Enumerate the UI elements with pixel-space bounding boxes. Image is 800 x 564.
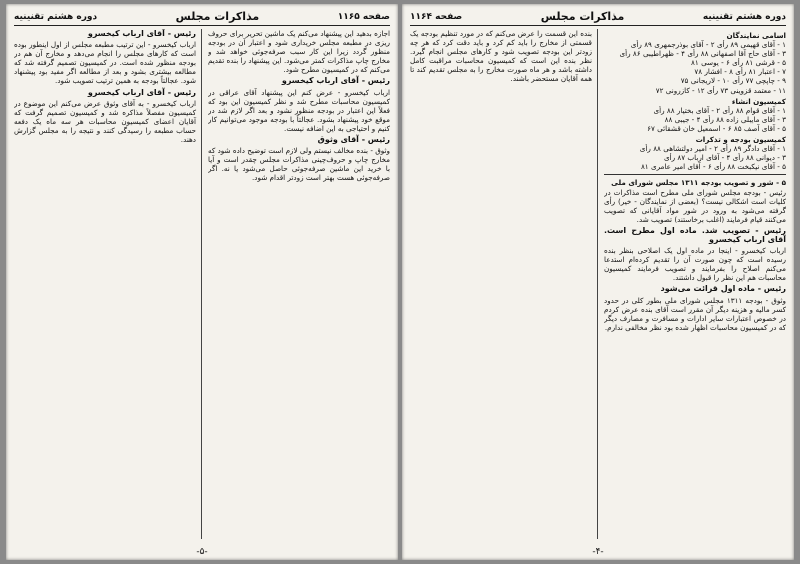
list-item: ۱ - آقای قوام ۸۸ رأی ۲ - آقای بختیار ۸۸ رأی	[653, 105, 786, 115]
columns	[14, 29, 390, 539]
paragraph: ارباب کیخسرو - اینجا در ماده اول یک اصلاحی بنظر بنده رسیده است که چون صورت آن را تقدیم کرده‌ام استدعا می‌کنم اصلاح را بفرمایند و تصویب فرمایند کمیسیون محاسبات هم این نظر را قبول داشتند.	[604, 246, 786, 283]
paragraph: ارباب کیخسرو - به آقای وثوق عرض می‌کنم این موضوع در کمیسیون مفصلاً مذاکره شد و کمیسیون تصمیم گرفت که آقایان اعضای کمیسیون محاسبات هر سه ماه یک دفعه حساب مطبعه را رسیدگی کنند و نتیجه را به مجلس گزارش دهند.	[14, 98, 196, 145]
list-item: ۵ - قرشی ۸۱ رأی ۶ - یوسی ۸۱	[691, 58, 786, 68]
volume-label: دوره هشتم تقنینیه	[702, 11, 786, 22]
columns	[410, 29, 786, 539]
commission-list	[604, 144, 786, 171]
paragraph: رئیس - بودجه مجلس شورای ملی مطرح است مذاکرات در کلیات است اشکالی نیست؟ (بعضی از نمایندگان - خیر) رأی گرفته می‌شود به ورود در شور مواد آقایانی که تصویب می‌کنند قیام فرمایند (اغلب برخاستند) تصویب شد.	[604, 187, 786, 224]
section-heading: ۵ - شور و تصویب بودجه ۱۳۱۱ مجلس شورای ملی	[611, 178, 786, 188]
right-page	[402, 4, 794, 560]
list-item: ۳ - دیوانی ۸۸ رأی ۴ - آقای ارباب ۸۷ رأی	[663, 153, 786, 163]
speaker-line: رئیس - تصویب شد. ماده اول مطرح است. آقای ارباب کیخسرو	[604, 225, 786, 244]
speaker-line: رئیس - ماده اول قرائت می‌شود	[660, 284, 786, 294]
paragraph: وثوق - بودجه ۱۳۱۱ مجلس شورای ملی بطور کلی در حدود کسر مالیه و هزینه دیگر آن مقرر است آقای بنده عرض کردم در خصوص اعتبارات سایر ادارات و مسافرت و مصارف دیگر که در کمیسیون محاسبات اظهار شده بود نظر مخالفی ندارم.	[604, 295, 786, 332]
column-left	[14, 29, 202, 539]
page-title: مذاکرات مجلس	[540, 10, 625, 23]
list-item: ۹ - چاپچی ۷۷ رأی ۱۰ - لاریجانی ۷۵	[680, 76, 786, 86]
member-list	[604, 40, 786, 95]
speaker-line: رئیس - آقای ارباب کیخسرو	[87, 87, 196, 97]
page-header	[14, 10, 390, 26]
list-item: ۵ - آقای آصف ۸۵ ۶ - اسمعیل خان قشقائی ۶۷	[647, 123, 786, 133]
column-left	[410, 29, 598, 539]
page-number: صفحه ۱۱۶۴	[410, 11, 463, 22]
page-header	[410, 10, 786, 26]
page-footer: -۵-	[196, 547, 208, 557]
commission-title: کمیسیون انشاء	[731, 96, 786, 106]
list-item: ۷ - اعتبار ۸۱ رأی ۸ - افشار ۷۸	[694, 67, 786, 77]
list-item: ۳ - آقای حاج آقا اصفهانی ۸۸ رأی ۴ - ظهراطیبی ۸۶ رأی	[619, 49, 786, 59]
book-spread	[6, 4, 794, 560]
divider	[604, 174, 786, 175]
list-item: ۱ - آقای دادگر ۸۹ رأی ۲ - امیر دولتشاهی ۸۸ رأی	[639, 144, 786, 154]
speaker-line: رئیس - آقای ارباب کیخسرو	[281, 76, 390, 86]
column-right	[604, 29, 786, 539]
paragraph: وثوق - بنده مخالف نیستم ولی لازم است توضیح داده شود که مخارج چاپ و حروف‌چینی مذاکرات مجلس چقدر است و آیا با خرید این ماشین صرفه‌جوئی حاصل می‌شود یا نه. اگر صرفه‌جوئی هست بهتر است زودتر اقدام شود.	[208, 146, 390, 183]
speaker-line: رئیس - آقای ارباب کیخسرو	[87, 29, 196, 38]
page-footer: -۴-	[592, 547, 604, 557]
paragraph: ارباب کیخسرو - این ترتیب مطبعه مجلس از اول اینطور بوده است که کارهای مجلس را انجام می‌دهد و مخارج آن هم در بودجه منظور شده است. در کمیسیون تصمیم گرفته شد که مطالعه بیشتری بشود و بعد از مطالعه اگر مفید بود پیشنهاد شود. عجالتاً بودجه به همین ترتیب تصویب شود.	[14, 40, 196, 86]
list-item: ۵ - آقای نیکبخت ۸۸ رأی ۶ - آقای امیر عامری ۸۱	[640, 162, 786, 172]
commission-title: کمیسیون بودجه و تذکرات	[695, 135, 786, 145]
page-title: مذاکرات مجلس	[175, 10, 260, 23]
page-number: صفحه ۱۱۶۵	[337, 11, 390, 22]
paragraph: اجازه بدهید این پیشنهاد می‌کنم یک ماشین تحریر برای حروف ریزی در مطبعه مجلس خریداری شود و اعتبار آن در بودجه منظور گردد زیرا این کار سبب صرفه‌جوئی خواهد شد و مخارج چاپ مذاکرات کمتر می‌شود. این پیشنهاد را بنده تقدیم می‌کنم که در کمیسیون مطرح شود.	[208, 29, 390, 75]
list-item: ۱ - آقای قهیمی ۸۹ رأی ۲ - آقای بوذرجمهری ۸۹ رأی	[630, 40, 786, 50]
left-page	[6, 4, 398, 560]
list-item: ۱۱ - معتمد قزوینی ۷۳ رأی ۱۲ - کازرونی ۷۲	[655, 85, 786, 95]
commission-list	[604, 106, 786, 133]
paragraph: ارباب کیخسرو - عرض کنم این پیشنهاد آقای عراقی در کمیسیون محاسبات مطرح شد و نظر کمیسیون این بود که فعلاً این اعتبار در بودجه منظور نشود و بعد اگر لازم شد در موقع خود پیشنهاد بشود. عجالتاً با بودجه موجود می‌توانیم کار کنیم و احتیاجی به این اضافه نیست.	[208, 87, 390, 133]
speaker-line: رئیس - آقای وثوق	[317, 135, 390, 145]
volume-label: دوره هشتم تقنینیه	[14, 11, 98, 22]
column-right	[208, 29, 390, 539]
paragraph: بنده این قسمت را عرض می‌کنم که در مورد تنظیم بودجه یک قسمتی از مخارج را باید کم کرد و باید دقت کرد که هر چه زودتر این بودجه تصویب شود و کارهای مجلس انجام گیرد. نظر بنده این است که کمیسیون محاسبات مراقبت کامل داشته باشد و هر ماه صورت مخارج را به مجلس تقدیم کند تا همه آقایان مستحضر باشند.	[410, 29, 592, 84]
list-title: اسامی نمایندگان	[726, 31, 786, 40]
list-item: ۳ - آقای مایبلی زاده ۸۸ رأی ۴ - جیبی ۸۸	[664, 114, 786, 124]
